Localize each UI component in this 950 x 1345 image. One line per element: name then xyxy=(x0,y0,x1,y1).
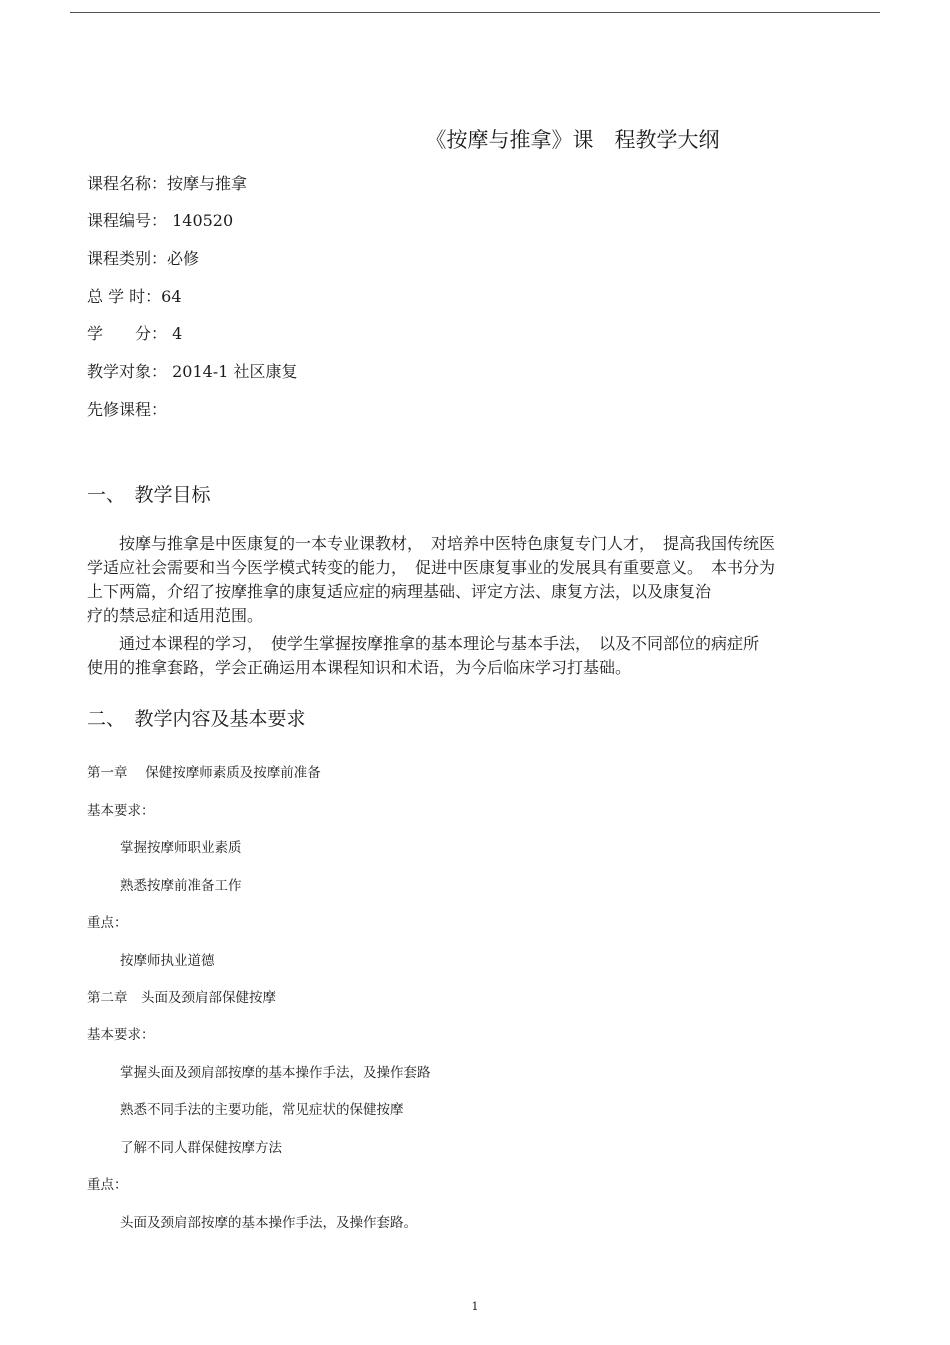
meta-total-hours: 总 学 时：64 xyxy=(87,287,182,306)
paragraph-line: 使用的推拿套路，学会正确运用本课程知识和术语，为今后临床学习打基础。 xyxy=(87,658,632,677)
header-rule xyxy=(70,12,880,13)
requirements-label: 基本要求： xyxy=(87,803,155,819)
page-number: 1 xyxy=(471,1300,479,1313)
section-1-heading: 一、 教学目标 xyxy=(87,484,211,506)
paragraph-line: 学适应社会需要和当今医学模式转变的能力， 促进中医康复事业的发展具有重要意义。 本书分为 xyxy=(87,558,776,577)
key-points-label: 重点： xyxy=(87,1177,128,1193)
meta-course-name: 课程名称：按摩与推拿 xyxy=(87,174,248,193)
section-2-heading: 二、 教学内容及基本要求 xyxy=(87,708,306,730)
meta-audience: 教学对象： 2014-1 社区康复 xyxy=(87,362,298,381)
paragraph-line: 疗的禁忌症和适用范围。 xyxy=(87,606,264,625)
paragraph-line: 通过本课程的学习， 使学生掌握按摩推拿的基本理论与基本手法， 以及不同部位的病症所 xyxy=(87,634,760,653)
key-points-label: 重点： xyxy=(87,915,128,931)
list-item: 掌握头面及颈肩部按摩的基本操作手法，及操作套路 xyxy=(120,1065,431,1081)
chapter-1-title: 第一章 保健按摩师素质及按摩前准备 xyxy=(87,765,321,781)
requirements-label: 基本要求： xyxy=(87,1027,155,1043)
paragraph-line: 按摩与推拿是中医康复的一本专业课教材， 对培养中医特色康复专门人才， 提高我国传统医 xyxy=(87,534,776,553)
document-title: 《按摩与推拿》课 程教学大纲 xyxy=(425,128,720,152)
meta-prerequisites: 先修课程： xyxy=(87,400,168,419)
list-item: 头面及颈肩部按摩的基本操作手法，及操作套路。 xyxy=(120,1215,417,1231)
section-1-paragraph-1 xyxy=(87,532,867,628)
meta-course-type: 课程类别：必修 xyxy=(87,249,200,268)
section-1-paragraph-2 xyxy=(87,632,867,680)
list-item: 了解不同人群保健按摩方法 xyxy=(120,1140,282,1156)
list-item: 熟悉不同手法的主要功能，常见症状的保健按摩 xyxy=(120,1102,404,1118)
chapter-2-title: 第二章 头面及颈肩部保健按摩 xyxy=(87,990,276,1006)
meta-course-code: 课程编号： 140520 xyxy=(87,211,234,230)
list-item: 掌握按摩师职业素质 xyxy=(120,840,242,856)
list-item: 熟悉按摩前准备工作 xyxy=(120,878,242,894)
list-item: 按摩师执业道德 xyxy=(120,953,215,969)
meta-credits: 学 分： 4 xyxy=(87,324,183,343)
paragraph-line: 上下两篇，介绍了按摩推拿的康复适应症的病理基础、评定方法、康复方法，以及康复治 xyxy=(87,582,712,601)
